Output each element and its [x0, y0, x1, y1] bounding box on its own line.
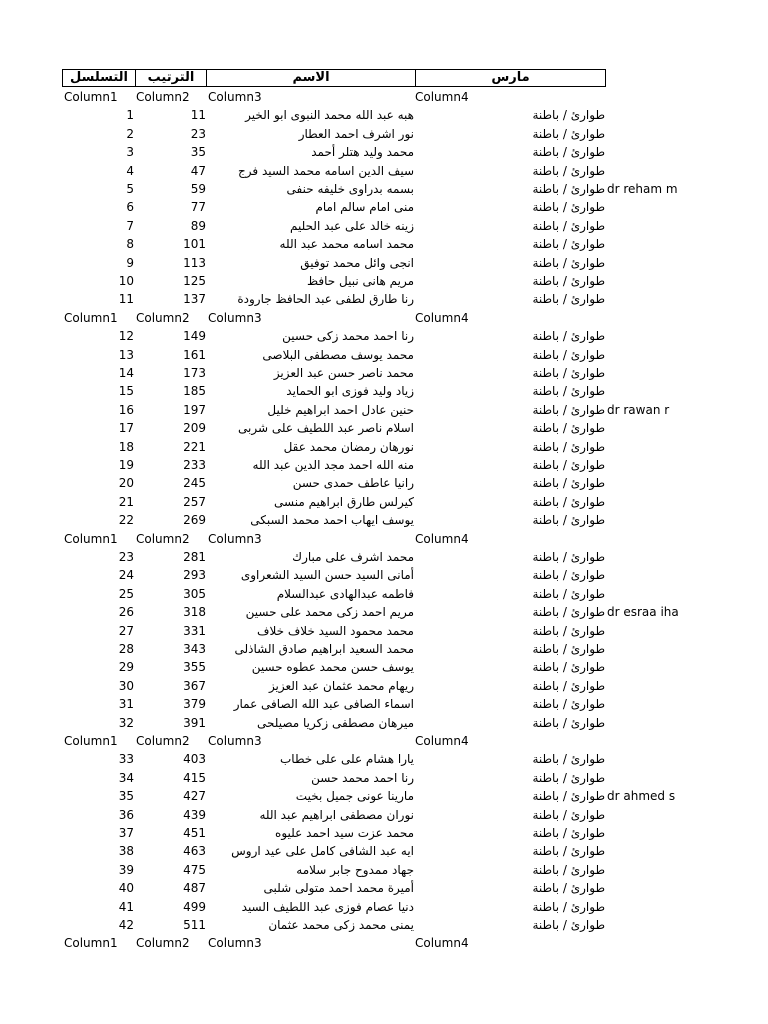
seq-cell: 11 [118, 292, 134, 307]
dept-cell: طوارئ / باطنة [532, 255, 605, 270]
name-cell: يارا هشام على على خطاب [280, 752, 414, 767]
column-label-2: Column2 [136, 531, 190, 546]
rank-cell: 305 [183, 586, 206, 601]
table-row[interactable] [0, 677, 768, 695]
dept-cell: طوارئ / باطنة [532, 292, 605, 307]
rank-cell: 499 [183, 899, 206, 914]
dept-cell: طوارئ / باطنة [532, 678, 605, 693]
table-row[interactable] [0, 272, 768, 290]
seq-cell: 23 [118, 550, 134, 564]
seq-cell: 41 [118, 899, 134, 914]
note-cell [607, 254, 768, 272]
seq-cell: 7 [126, 218, 134, 233]
rank-cell: 403 [183, 752, 206, 767]
table-row[interactable] [0, 806, 768, 824]
rank-cell: 475 [183, 862, 206, 877]
seq-cell: 19 [118, 458, 134, 472]
dept-cell: طوارئ / باطنة [532, 568, 605, 583]
table-row[interactable] [0, 419, 768, 437]
rank-cell: 197 [183, 402, 206, 417]
note-cell [607, 198, 768, 216]
name-cell: مريم هانى نبيل حافظ [306, 274, 414, 288]
dept-cell: طوارئ / باطنة [532, 163, 605, 178]
name-cell: زينه خالد على عبد الحليم [289, 218, 414, 233]
dept-cell: طوارئ / باطنة [532, 807, 605, 822]
seq-cell: 40 [118, 881, 134, 896]
header-sequence: التسلسل [62, 69, 136, 87]
seq-cell: 25 [118, 586, 134, 601]
dept-cell: طوارئ / باطنة [532, 789, 605, 804]
seq-cell: 38 [118, 844, 134, 859]
dept-cell: طوارئ / باطنة [532, 458, 605, 472]
rank-cell: 367 [183, 678, 206, 693]
seq-cell: 18 [118, 439, 134, 454]
seq-cell: 2 [126, 126, 134, 141]
table-row[interactable] [0, 566, 768, 584]
rank-cell: 257 [183, 494, 206, 509]
rank-cell: 11 [190, 108, 206, 123]
name-cell: محمد السعيد ابراهيم صادق الشاذلى [234, 642, 414, 656]
name-cell: مريم احمد زكى محمد على حسين [245, 605, 414, 620]
name-cell: هبه عبد الله محمد النبوى ابو الخير [245, 108, 414, 123]
dept-cell: طوارئ / باطنة [532, 421, 605, 436]
rank-cell: 101 [183, 237, 206, 252]
column-label-4: Column4 [415, 90, 469, 104]
name-cell: يوسف حسن محمد عطوه حسين [251, 660, 414, 675]
name-cell: ريهام محمد عثمان عبد العزيز [268, 678, 414, 693]
dept-cell: طوارئ / باطنة [532, 200, 605, 215]
rank-cell: 379 [183, 697, 206, 712]
table-row[interactable] [0, 162, 768, 180]
dept-cell: طوارئ / باطنة [532, 439, 605, 454]
note-cell [607, 658, 768, 676]
name-cell: بسمه بدراوى خليفه حنفى [286, 182, 414, 196]
table-row[interactable] [0, 180, 768, 198]
note-cell [607, 879, 768, 897]
note-cell [607, 750, 768, 768]
column-label-row [0, 732, 768, 750]
table-row[interactable] [0, 879, 768, 897]
seq-cell: 24 [118, 568, 134, 583]
dept-cell: طوارئ / باطنة [532, 274, 605, 288]
table-row[interactable] [0, 382, 768, 400]
seq-cell: 22 [118, 513, 134, 528]
table-row[interactable] [0, 143, 768, 161]
name-cell: محمد اشرف على مبارك [292, 550, 414, 564]
name-cell: اسماء الصافى عبد الله الصافى عمار [233, 697, 414, 712]
table-row[interactable] [0, 198, 768, 216]
seq-cell: 26 [118, 605, 134, 620]
name-cell: رنا طارق لطفى عبد الحافظ جارودة [237, 292, 414, 307]
table-row[interactable] [0, 824, 768, 842]
seq-cell: 37 [118, 826, 134, 840]
name-cell: نورهان رمضان محمد عقل [283, 439, 414, 454]
column-label-row [0, 88, 768, 106]
rank-cell: 173 [183, 366, 206, 380]
seq-cell: 1 [126, 108, 134, 123]
name-cell: أمانى السيد حسن السيد الشعراوى [240, 568, 414, 583]
note-cell [607, 235, 768, 253]
column-label-2: Column2 [136, 90, 190, 104]
dept-cell: طوارئ / باطنة [532, 108, 605, 123]
rank-cell: 77 [190, 200, 206, 215]
table-row[interactable] [0, 916, 768, 934]
column-label-3: Column3 [208, 734, 262, 748]
note-cell [607, 769, 768, 787]
dept-cell: طوارئ / باطنة [532, 494, 605, 509]
rank-cell: 487 [183, 881, 206, 896]
rank-cell: 293 [183, 568, 206, 583]
table-row[interactable] [0, 438, 768, 456]
note-cell [607, 640, 768, 658]
rank-cell: 47 [190, 163, 206, 178]
note-cell [607, 456, 768, 474]
name-cell: زياد وليد فوزى ابو الحمايد [286, 384, 414, 399]
table-row[interactable] [0, 695, 768, 713]
table-row[interactable] [0, 254, 768, 272]
name-cell: نور اشرف احمد العطار [298, 126, 414, 141]
table-row[interactable] [0, 769, 768, 787]
note-cell [607, 272, 768, 290]
rank-cell: 415 [183, 770, 206, 785]
note-cell: dr reham m [607, 182, 678, 196]
rank-cell: 281 [183, 550, 206, 564]
rank-cell: 113 [183, 255, 206, 270]
name-cell: رنا احمد محمد حسن [311, 770, 414, 785]
seq-cell: 42 [118, 918, 134, 932]
table-row[interactable] [0, 217, 768, 235]
name-cell: انجى وائل محمد توفيق [300, 255, 414, 270]
table-row[interactable] [0, 235, 768, 253]
column-label-1: Column1 [64, 310, 118, 325]
dept-cell: طوارئ / باطنة [532, 605, 605, 620]
rank-cell: 439 [183, 807, 206, 822]
note-cell [607, 290, 768, 308]
seq-cell: 33 [118, 752, 134, 767]
rank-cell: 149 [183, 329, 206, 344]
dept-cell: طوارئ / باطنة [532, 660, 605, 675]
note-cell [607, 824, 768, 842]
name-cell: مارينا عونى جميل بخيت [295, 789, 414, 804]
note-cell [607, 106, 768, 124]
note-cell [607, 566, 768, 584]
table-row[interactable] [0, 493, 768, 511]
column-label-2: Column2 [136, 936, 190, 951]
dept-cell: طوارئ / باطنة [532, 752, 605, 767]
table-row[interactable] [0, 842, 768, 860]
dept-cell: طوارئ / باطنة [532, 329, 605, 344]
table-row[interactable] [0, 456, 768, 474]
seq-cell: 35 [118, 789, 134, 804]
table-row[interactable] [0, 861, 768, 879]
table-row[interactable] [0, 327, 768, 345]
dept-cell: طوارئ / باطنة [532, 476, 605, 491]
name-cell: محمد ناصر حسن عبد العزيز [273, 366, 414, 380]
note-cell: dr ahmed s [607, 789, 676, 804]
note-cell [607, 916, 768, 934]
rank-cell: 318 [183, 605, 206, 620]
rank-cell: 23 [190, 126, 206, 141]
dept-cell: طوارئ / باطنة [532, 881, 605, 896]
note-cell [607, 382, 768, 400]
name-cell: سيف الدين اسامه محمد السيد فرج [238, 163, 414, 178]
table-row[interactable] [0, 658, 768, 676]
column-label-row [0, 309, 768, 327]
note-cell [607, 143, 768, 161]
note-cell [607, 438, 768, 456]
table-row[interactable] [0, 125, 768, 143]
dept-cell: طوارئ / باطنة [532, 826, 605, 840]
column-label-row [0, 934, 768, 952]
name-cell: نوران مصطفى ابراهيم عبد الله [259, 807, 414, 822]
column-label-4: Column4 [415, 310, 469, 325]
dept-cell: طوارئ / باطنة [532, 918, 605, 932]
header-name: الاسم [206, 69, 416, 87]
dept-cell: طوارئ / باطنة [532, 642, 605, 656]
rank-cell: 209 [183, 421, 206, 436]
dept-cell: طوارئ / باطنة [532, 715, 605, 730]
seq-cell: 39 [118, 862, 134, 877]
seq-cell: 10 [118, 274, 134, 288]
header-month: مارس [415, 69, 606, 87]
name-cell: ميرهان مصطفى زكريا مصيلحى [257, 715, 414, 730]
column-label-3: Column3 [208, 310, 262, 325]
rank-cell: 343 [183, 642, 206, 656]
column-label-3: Column3 [208, 531, 262, 546]
dept-cell: طوارئ / باطنة [532, 218, 605, 233]
note-cell [607, 125, 768, 143]
column-label-1: Column1 [64, 734, 118, 748]
column-label-3: Column3 [208, 936, 262, 951]
name-cell: فاطمه عبدالهادى عبدالسلام [276, 586, 414, 601]
name-cell: أميرة محمد احمد متولى شلبى [263, 881, 414, 896]
note-cell [607, 327, 768, 345]
table-row[interactable] [0, 290, 768, 308]
column-label-1: Column1 [64, 90, 118, 104]
table-row[interactable] [0, 898, 768, 916]
seq-cell: 8 [126, 237, 134, 252]
seq-cell: 15 [118, 384, 134, 399]
note-cell [607, 806, 768, 824]
dept-cell: طوارئ / باطنة [532, 347, 605, 362]
seq-cell: 5 [126, 182, 134, 196]
name-cell: منى امام سالم امام [315, 200, 414, 215]
table-row[interactable] [0, 714, 768, 732]
note-cell [607, 511, 768, 529]
dept-cell: طوارئ / باطنة [532, 513, 605, 528]
seq-cell: 6 [126, 200, 134, 215]
seq-cell: 34 [118, 770, 134, 785]
dept-cell: طوارئ / باطنة [532, 844, 605, 859]
seq-cell: 4 [126, 163, 134, 178]
table-row[interactable] [0, 585, 768, 603]
dept-cell: طوارئ / باطنة [532, 402, 605, 417]
seq-cell: 12 [118, 329, 134, 344]
column-label-row [0, 530, 768, 548]
seq-cell: 13 [118, 347, 134, 362]
seq-cell: 29 [118, 660, 134, 675]
column-label-4: Column4 [415, 734, 469, 748]
seq-cell: 20 [118, 476, 134, 491]
seq-cell: 31 [118, 697, 134, 712]
column-label-2: Column2 [136, 310, 190, 325]
seq-cell: 9 [126, 255, 134, 270]
note-cell [607, 364, 768, 382]
seq-cell: 27 [118, 623, 134, 638]
note-cell: dr esraa iha [607, 605, 679, 620]
name-cell: اسلام ناصر عبد اللطيف على شربى [238, 421, 414, 436]
rank-cell: 221 [183, 439, 206, 454]
rank-cell: 233 [183, 458, 206, 472]
name-cell: رانيا عاطف حمدى حسن [292, 476, 414, 491]
note-cell [607, 585, 768, 603]
table-row[interactable] [0, 106, 768, 124]
rank-cell: 161 [183, 347, 206, 362]
name-cell: دنيا عصام فوزى عبد اللطيف السيد [241, 899, 414, 914]
note-cell [607, 474, 768, 492]
note-cell [607, 217, 768, 235]
dept-cell: طوارئ / باطنة [532, 145, 605, 160]
dept-cell: طوارئ / باطنة [532, 237, 605, 252]
dept-cell: طوارئ / باطنة [532, 697, 605, 712]
name-cell: يمنى محمد زكى محمد عثمان [268, 918, 414, 932]
dept-cell: طوارئ / باطنة [532, 126, 605, 141]
rank-cell: 185 [183, 384, 206, 399]
seq-cell: 30 [118, 678, 134, 693]
table-row[interactable] [0, 622, 768, 640]
note-cell [607, 861, 768, 879]
rank-cell: 125 [183, 274, 206, 288]
rank-cell: 355 [183, 660, 206, 675]
seq-cell: 3 [126, 145, 134, 160]
rank-cell: 137 [183, 292, 206, 307]
name-cell: محمد يوسف مصطفى البلاصى [262, 347, 414, 362]
column-label-4: Column4 [415, 531, 469, 546]
seq-cell: 36 [118, 807, 134, 822]
name-cell: محمد عزت سيد احمد عليوه [275, 826, 414, 840]
dept-cell: طوارئ / باطنة [532, 623, 605, 638]
name-cell: جهاد ممدوح جابر سلامه [296, 862, 414, 877]
note-cell [607, 346, 768, 364]
rank-cell: 427 [183, 789, 206, 804]
dept-cell: طوارئ / باطنة [532, 586, 605, 601]
rank-cell: 391 [183, 715, 206, 730]
dept-cell: طوارئ / باطنة [532, 366, 605, 380]
rank-cell: 35 [190, 145, 206, 160]
seq-cell: 16 [118, 402, 134, 417]
name-cell: محمد وليد هتلر أحمد [311, 145, 414, 160]
column-label-1: Column1 [64, 936, 118, 951]
rank-cell: 331 [183, 623, 206, 638]
note-cell [607, 714, 768, 732]
table-row[interactable] [0, 346, 768, 364]
dept-cell: طوارئ / باطنة [532, 862, 605, 877]
dept-cell: طوارئ / باطنة [532, 550, 605, 564]
column-label-2: Column2 [136, 734, 190, 748]
name-cell: حنين عادل احمد ابراهيم خليل [267, 402, 414, 417]
rank-cell: 89 [190, 218, 206, 233]
note-cell [607, 419, 768, 437]
note-cell [607, 493, 768, 511]
dept-cell: طوارئ / باطنة [532, 384, 605, 399]
note-cell [607, 842, 768, 860]
table-row[interactable] [0, 603, 768, 621]
name-cell: محمد اسامه محمد عبد الله [279, 237, 414, 252]
table-row[interactable] [0, 401, 768, 419]
note-cell [607, 695, 768, 713]
seq-cell: 32 [118, 715, 134, 730]
rank-cell: 463 [183, 844, 206, 859]
rank-cell: 269 [183, 513, 206, 528]
name-cell: منه الله احمد مجد الدين عبد الله [252, 458, 414, 472]
table-row[interactable] [0, 364, 768, 382]
table-row[interactable] [0, 511, 768, 529]
seq-cell: 28 [118, 642, 134, 656]
note-cell [607, 677, 768, 695]
name-cell: كيرلس طارق ابراهيم منسى [274, 494, 414, 509]
table-row[interactable] [0, 474, 768, 492]
dept-cell: طوارئ / باطنة [532, 770, 605, 785]
seq-cell: 17 [118, 421, 134, 436]
note-cell [607, 548, 768, 566]
rank-cell: 59 [190, 182, 206, 196]
header-rank: الترتيب [135, 69, 207, 87]
note-cell: dr rawan r [607, 402, 670, 417]
note-cell [607, 898, 768, 916]
seq-cell: 14 [118, 366, 134, 380]
table-row[interactable] [0, 750, 768, 768]
name-cell: رنا احمد محمد زكى حسين [282, 329, 414, 344]
rank-cell: 451 [183, 826, 206, 840]
name-cell: محمد محمود السيد خلاف خلاف [257, 623, 414, 638]
column-label-4: Column4 [415, 936, 469, 951]
table-row[interactable] [0, 548, 768, 566]
note-cell [607, 622, 768, 640]
dept-cell: طوارئ / باطنة [532, 899, 605, 914]
rank-cell: 511 [183, 918, 206, 932]
name-cell: يوسف ايهاب احمد محمد السبكى [250, 513, 414, 528]
column-label-1: Column1 [64, 531, 118, 546]
note-cell [607, 162, 768, 180]
rank-cell: 245 [183, 476, 206, 491]
dept-cell: طوارئ / باطنة [532, 182, 605, 196]
name-cell: ايه عبد الشافى كامل على عيد اروس [231, 844, 414, 859]
table-row[interactable] [0, 640, 768, 658]
table-row[interactable] [0, 787, 768, 805]
column-label-3: Column3 [208, 90, 262, 104]
seq-cell: 21 [118, 494, 134, 509]
